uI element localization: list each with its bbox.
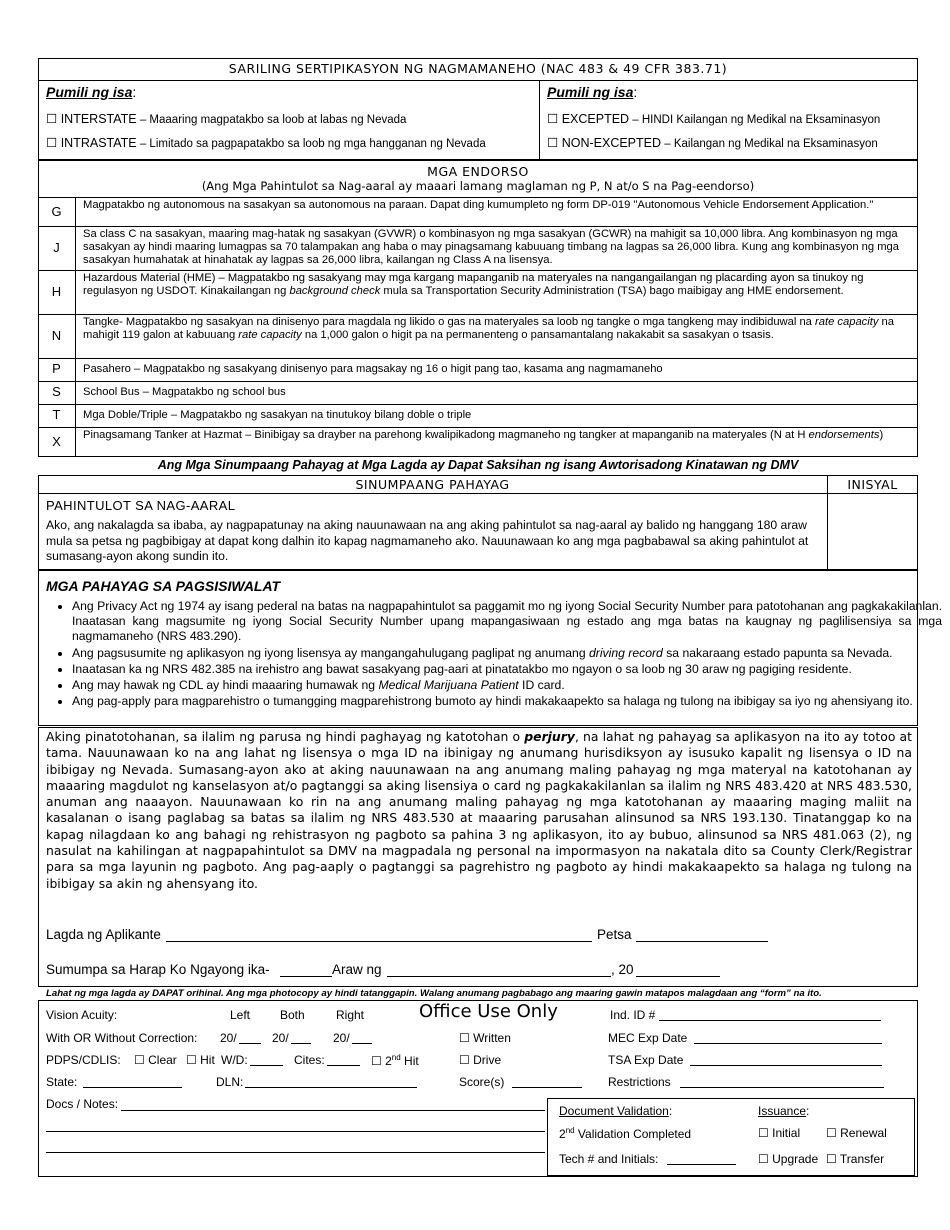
list-item: • Inaatasan ka ng NRS 482.385 na irehistro ang bawat sasakyang pag-aari at pinatatakbo mo ngayon o sa loob ng 30 araw ng pagiging residente. [72,662,942,677]
state-label: State: [46,1075,78,1089]
checkbox-icon[interactable]: ☐ [547,136,559,150]
cites-field[interactable] [327,1065,360,1066]
checkbox-icon[interactable]: ☐ [46,112,58,126]
checkbox-icon[interactable]: ☐ [134,1053,145,1067]
endorsement-letter: H [51,284,62,299]
checkbox-icon[interactable]: ☐ [46,136,58,150]
endorsements-subheading: (Ang Mga Pahintulot sa Nag-aaral ay maaari lamang maglaman ng P, N at/o S na Pag-eendorso) [201,179,755,193]
endorsement-description: Pinagsamang Tanker at Hazmat – Binibigay sa drayber na parehong kwalipikadong magmaneho ng tangker at mapanganib na materyales (N at H endorsements) [83,429,884,441]
tsa-exp-label: TSA Exp Date [608,1053,684,1067]
divider [38,197,918,198]
issuance-heading: Issuance: [758,1104,810,1118]
checkbox-icon[interactable]: ☐ [826,1152,837,1166]
scores-label: Score(s) [459,1075,505,1089]
renewal-option[interactable]: ☐ Renewal [826,1126,887,1140]
docs-notes-field[interactable] [46,1152,545,1153]
endorsement-description: Hazardous Material (HME) – Magpatakbo ng sasakyang may mga kargang mapanganib na materyales na nangangailangan ng placarding ayon sa tinukoy ng regulasyon ng USDOT. Kinakailangan ng background check mula sa Transportation Security Administration (TSA) bago maibigay ang HME endorsement. [83,272,864,298]
endorsement-description: School Bus – Magpatakbo ng school bus [83,386,286,398]
original-signatures-note: Lahat ng mga lagda ay DAPAT orihinal. Ang mga photocopy ay hindi tatanggapin. Walang anumang pagbabago ang maaring gawin matapos malagdaan ang “form” na ito. [46,988,822,999]
endorsement-letter: P [52,361,61,376]
validation-completed-label: 2nd Validation Completed [559,1126,692,1141]
correction-label: With OR Without Correction: [46,1031,198,1045]
excepted-option[interactable]: ☐ EXCEPTED – HINDI Kailangan ng Medikal na Eksaminasyon [547,112,881,126]
tech-initials-label: Tech # and Initials: [559,1152,659,1166]
dln-field[interactable] [245,1087,417,1088]
both-acuity[interactable]: 20/ [272,1031,289,1045]
endorsement-letter: S [52,384,61,399]
cites-label: Cites: [294,1053,325,1067]
affidavit-heading: SINUMPAANG PAHAYAG [355,477,510,492]
document-validation-heading: Document Validation: [559,1104,673,1118]
wd-label: W/D: [221,1053,248,1067]
wd-field[interactable] [250,1065,283,1066]
checkbox-icon[interactable]: ☐ [826,1126,837,1140]
divider [75,197,76,457]
initial-option[interactable]: ☐ Initial [758,1126,801,1140]
checkbox-icon[interactable]: ☐ [758,1152,769,1166]
clear-option[interactable]: ☐ Clear [134,1053,177,1067]
docs-notes-label: Docs / Notes: [46,1097,119,1111]
permit-heading: PAHINTULOT SA NAG-AARAL [46,498,236,513]
applicant-signature-field[interactable] [166,941,592,942]
divider [38,314,918,315]
drive-option[interactable]: ☐ Drive [459,1053,502,1067]
date-field[interactable] [636,941,768,942]
tsa-exp-field[interactable] [690,1065,882,1066]
ind-id-field[interactable] [659,1020,881,1021]
endorsement-letter: J [53,240,60,255]
checkbox-icon[interactable]: ☐ [371,1054,382,1068]
perjury-text: Aking pinatotohanan, sa ilalim ng parusa ng hindi paghayag ng katotohan o perjury, na lahat ng pahayag sa aplikasyon na ito ay totoo at tama. Nauunawaan ko na ang lahat ng lisensya o mga ID na ibinigay ng anumang hurisdiksyon ay isusuko kapalit ng lisensya o ID na ibibigay ng Nevada. Sumasang-ayon ako at aking nauunawaan na ang anumang maling pahayag ng mga materyal na katotohanan ay maaaring magdulot ng kanselasyon at/o pagtanggi sa aking lisensiya o card ng pagkakakilanlan sa ilalim ng NRS 483.420 at NRS 483.530, anuman ang naaayon. Nauunawaan ko rin na ang anumang maling pahayag ng mga katotohanan ay maaaring maging maliit na kasalanan o isang paglabag sa batas sa ilalim ng NRS 483.530 at maaaring parusahan alinsunod sa NRS 193.130. Tinatanggap ko na kapag nilagdaan ko ang bahagi ng rehistrasyon ng pagboto sa pahina 3 ng aplikasyon, ito ay bubuo, alinsunod sa NRS 481.063 (2), ng nasulat na kahilingan at nagpapahintulot sa DMV na magpadala ng personal na impormasyon na nakatala dito sa County Clerk/Registrar para sa mga layunin ng pagboto. Ang pag-aaply o pagtanggi sa pagrehistro ng pagboto ay hindi makakaapekto sa halaga ng tulong na ibibigay sa akin ng ahensyang ito. [46,729,912,891]
ind-id-label: Ind. ID # [610,1008,656,1022]
divider [38,80,918,81]
endorsement-letter: X [52,434,61,449]
endorsements-heading: MGA ENDORSO [427,164,529,179]
checkbox-icon[interactable]: ☐ [758,1126,769,1140]
transfer-option[interactable]: ☐ Transfer [826,1152,885,1166]
divider [38,270,918,271]
year-label: , 20 [611,962,634,977]
endorsement-description: Mga Doble/Triple – Magpatakbo ng sasakyan na tinutukoy bilang doble o triple [83,409,472,421]
divider [38,404,918,405]
second-hit-option[interactable]: ☐ 2nd Hit [371,1053,419,1068]
divider [38,226,918,227]
date-label: Petsa [597,927,632,942]
divider [38,358,918,359]
list-item: • Ang Privacy Act ng 1974 ay isang pederal na batas na nagpapahintulot sa paggamit mo ng iyong Social Security Number para patotohanan ang pagkakakilanlan. Inaatasan kang magsumite ng iyong Social Security Number upang mapangasiwaan ng estado ang mga batas na kaugnay ng paglilisensiya sa mga nagmamaneho (NRS 483.290). [72,599,942,644]
list-item: • Ang may hawak ng CDL ay hindi maaaring humawak ng Medical Marijuana Patient ID card. [72,678,942,693]
hit-option[interactable]: ☐ Hit [186,1053,215,1067]
vision-acuity-label: Vision Acuity: [46,1008,118,1022]
endorsement-description: Pasahero – Magpatakbo ng sasakyang dinisenyo para magsakay ng 16 o higit pang tao, kasama ang nagmamaneho [83,363,663,375]
docs-notes-field[interactable] [121,1110,545,1111]
divider [539,80,540,160]
docs-notes-field[interactable] [46,1131,545,1132]
left-label: Left [230,1008,251,1022]
disclosure-heading: MGA PAHAYAG SA PAGSISIWALAT [46,578,281,594]
checkbox-icon[interactable]: ☐ [459,1031,470,1045]
witness-note: Ang Mga Sinumpaang Pahayag at Mga Lagda ay Dapat Saksihan ng isang Awtorisadong Kinatawan ng DMV [157,458,799,472]
endorsement-letter: G [51,204,62,219]
initials-heading: INISYAL [847,477,898,492]
tech-initials-field[interactable] [667,1164,736,1165]
divider [38,493,918,494]
restrictions-label: Restrictions [608,1075,671,1089]
left-acuity[interactable]: 20/ [220,1031,237,1045]
upgrade-option[interactable]: ☐ Upgrade [758,1152,819,1166]
list-item: • Ang pagsusumite ng aplikasyon ng iyong lisensya ay mangangahulugang paglipat ng anumang driving record sa nakaraang estado papunta sa Nevada. [72,646,942,661]
endorsement-letter: N [51,328,62,343]
day-field[interactable] [280,976,332,977]
both-label: Both [280,1008,305,1022]
left-acuity-field[interactable] [239,1043,261,1044]
choose-one-right: Pumili ng isa: [547,84,638,100]
form-title: SARILING SERTIPIKASYON NG NAGMAMANEHO (NAC 483 & 49 CFR 383.71) [228,61,728,76]
office-use-title: Office Use Only [419,1001,558,1022]
restrictions-field[interactable] [680,1087,884,1088]
dln-label: DLN: [216,1075,244,1089]
right-label: Right [336,1008,365,1022]
mec-exp-field[interactable] [694,1043,882,1044]
disclosure-list [46,599,942,709]
interstate-option[interactable]: ☐ INTERSTATE – Maaaring magpatakbo sa loob at labas ng Nevada [46,112,407,126]
right-acuity[interactable]: 20/ [333,1031,350,1045]
month-field[interactable] [387,976,611,977]
divider [38,381,918,382]
initials-box[interactable] [828,494,917,569]
scores-field[interactable] [512,1087,582,1088]
list-item: • Ang pag-apply para magparehistro o tumangging magparehistrong bumoto ay hindi makakaapekto sa halaga ng tulong na ibibigay sa iyo ng ahensiyang ito. [72,694,942,709]
day-of-label: Araw ng [332,962,382,977]
endorsement-description: Tangke- Magpatakbo ng sasakyan na dinisenyo para magdala ng likido o gas na materyales sa loob ng tangke o mga tangkeng may indibiduwal na rate capacity na mahigit 119 galon at kabuuang rate capacity na 1,000 galon o higit pa na permanenteng o pansamantalang nakakabit sa sasakyan o tsasis. [83,316,895,342]
intrastate-option[interactable]: ☐ INTRASTATE – Limitado sa pagpapatakbo sa loob ng mga hangganan ng Nevada [46,136,486,150]
written-option[interactable]: ☐ Written [459,1031,511,1045]
divider [38,427,918,428]
state-field[interactable] [83,1087,182,1088]
right-acuity-field[interactable] [352,1043,372,1044]
checkbox-icon[interactable]: ☐ [186,1053,197,1067]
both-acuity-field[interactable] [291,1043,311,1044]
pdps-label: PDPS/CDLIS: [46,1053,121,1067]
checkbox-icon[interactable]: ☐ [459,1053,470,1067]
sworn-label: Sumumpa sa Harap Ko Ngayong ika- [46,962,270,977]
endorsement-description: Magpatakbo ng autonomous na sasakyan sa autonomous na paraan. Dapat ding kumumpleto ng form DP-019 "Autonomous Vehicle Endorsement Application." [83,199,874,211]
applicant-signature-label: Lagda ng Aplikante [46,927,161,942]
choose-one-left: Pumili ng isa: [46,84,137,100]
nonexcepted-option[interactable]: ☐ NON-EXCEPTED – Kailangan ng Medikal na Eksaminasyon [547,136,878,150]
checkbox-icon[interactable]: ☐ [547,112,559,126]
mec-exp-label: MEC Exp Date [608,1031,688,1045]
permit-text: Ako, ang nakalagda sa ibaba, ay nagpapatunay na aking nauunawaan na ang aking pahintulot sa nag-aaral ay balido ng hanggang 180 araw mula sa petsa ng pagbibigay at dapat kong dalhin ito kapag nagmamaneho ako. Nauunawaan ko ang mga pagbabawal sa aking pahintulot at sumasang-ayon akong sundin ito. [46,518,809,563]
endorsement-description: Sa class C na sasakyan, maaring mag-hatak ng sasakyan (GVWR) o kombinasyon ng mga sasakyan (GCWR) na mahigit sa 10,000 libra. Ang kombinasyon ng mga sasakyan ay hindi maaring lumagpas sa 70 talampakan ang haba o may pinagsamang kabuuang timbang na lagpas sa 26,000 libra. Kung ang kombinasyon ng mga sasakyan humahatak at hinahatak ay lagpas sa 26,000 libra, kailangan ng Class A na lisensya. [83,228,899,267]
endorsement-letter: T [52,407,61,422]
year-field[interactable] [636,976,720,977]
